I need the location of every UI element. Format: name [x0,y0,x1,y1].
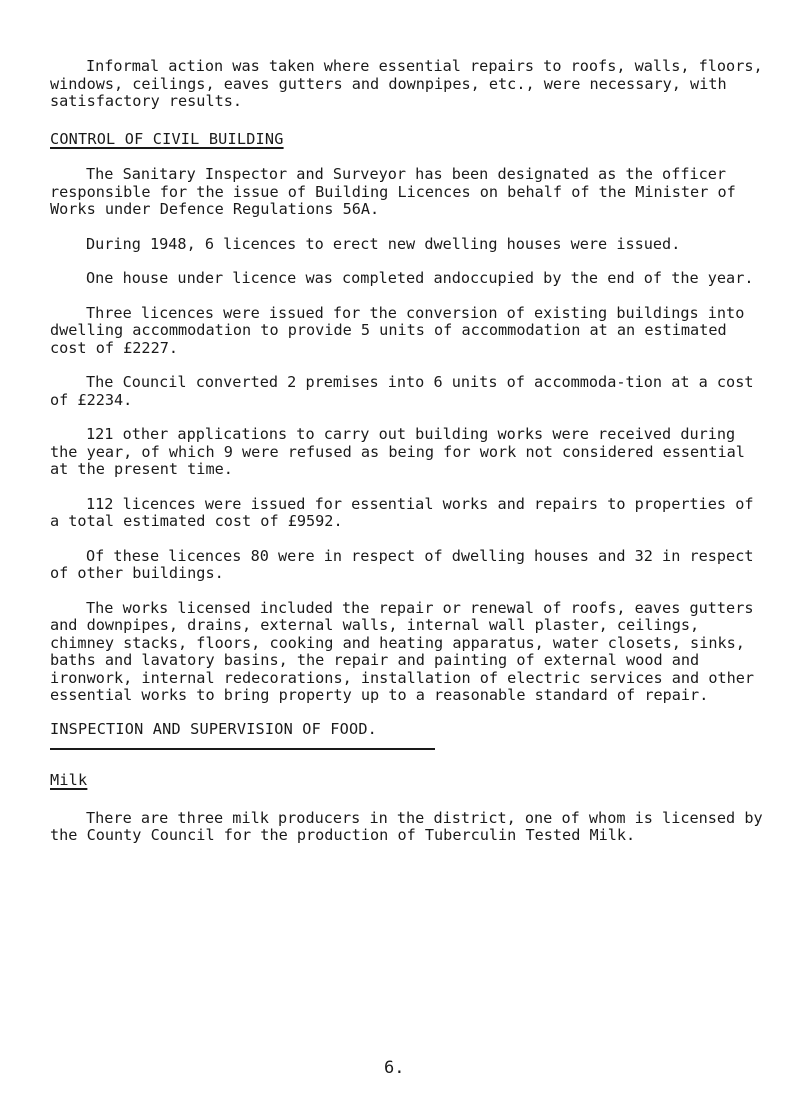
document-page [50,58,770,845]
paragraph-works-licensed: The works licensed included the repair or renewal of roofs, eaves gutters and downpipes, drains, external walls, internal wall plaster, ceilings, chimney stacks, floors, cooking and heating apparatus, water closets, sinks, baths and lavatory basins, the repair and painting of external wood and ironwork, internal redecorations, installation of electric services and other essential works to bring property up to a reasonable standard of repair. [50,598,755,704]
heading-milk: Milk [50,771,88,789]
paragraph-sanitary-inspector: The Sanitary Inspector and Surveyor has been designated as the officer responsible for the issue of Building Licences on behalf of the Minister of Works under Defence Regulations 56A. [50,165,736,218]
paragraph-informal-action: Informal action was taken where essential repairs to roofs, walls, floors, windows, ceilings, eaves gutters and downpipes, etc., were necessary, with satisfactory results. [50,57,763,110]
heading-control-of-civil-building: CONTROL OF CIVIL BUILDING [50,129,284,148]
paragraph-other-applications: 121 other applications to carry out building works were received during the year, of which 9 were refused as being for work not considered essential at the present time. [50,425,745,478]
paragraph-licences-breakdown: Of these licences 80 were in respect of dwelling houses and 32 in respect of other buildings. [50,546,754,582]
paragraph-milk-producers: There are three milk producers in the district, one of whom is licensed by the County Council for the production of Tuberculin Tested Milk. [50,808,763,844]
paragraph-house-completed: One house under licence was completed andoccupied by the end of the year. [86,269,754,287]
paragraph-essential-works: 112 licences were issued for essential works and repairs to properties of a total estimated cost of £9592. [50,494,754,530]
paragraph-conversion-licences: Three licences were issued for the conversion of existing buildings into dwelling accommodation to provide 5 units of accommodation at an estimated cost of £2227. [50,303,745,357]
heading-inspection-supervision-food: INSPECTION AND SUPERVISION OF FOOD. [50,719,378,738]
paragraph-licences-1948: During 1948, 6 licences to erect new dwelling houses were issued. [86,234,681,253]
heading-rule [50,748,435,750]
page-number: 6. [384,1058,405,1078]
paragraph-council-converted: The Council converted 2 premises into 6 units of accommoda-tion at a cost of £2234. [50,373,754,409]
